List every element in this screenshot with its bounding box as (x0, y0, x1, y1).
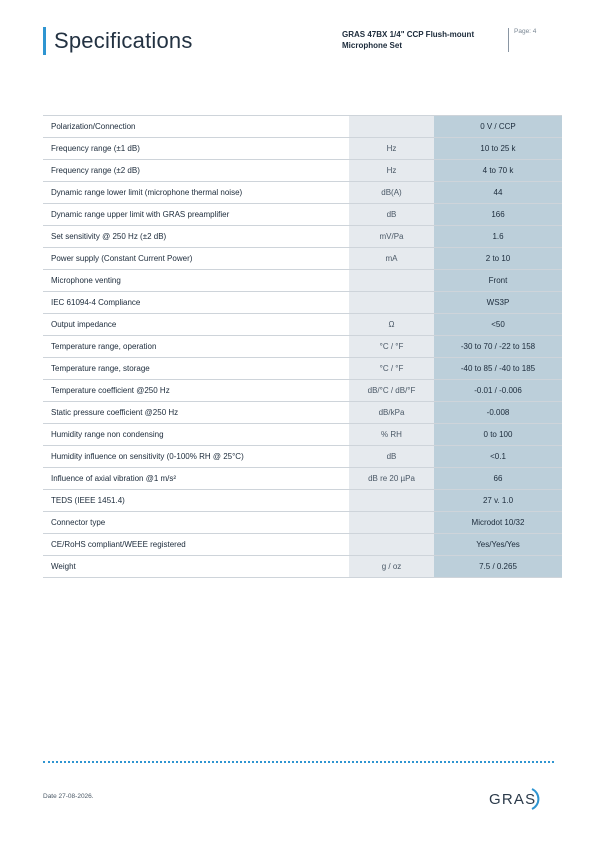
spec-unit: Hz (349, 138, 434, 160)
table-row (43, 226, 562, 248)
spec-value: <50 (434, 314, 562, 336)
spec-parameter: CE/RoHS compliant/WEEE registered (43, 534, 349, 556)
spec-unit: dB/°C / dB/°F (349, 380, 434, 402)
gras-logo-text: GRAS (489, 791, 537, 808)
page-title: Specifications (54, 28, 193, 53)
table-row (43, 380, 562, 402)
spec-parameter: Temperature range, operation (43, 336, 349, 358)
spec-value: -0.008 (434, 402, 562, 424)
table-row (43, 424, 562, 446)
spec-unit: Hz (349, 160, 434, 182)
spec-parameter: Frequency range (±1 dB) (43, 138, 349, 160)
table-row (43, 556, 562, 578)
spec-value: -0.01 / -0.006 (434, 380, 562, 402)
spec-unit: dB/kPa (349, 402, 434, 424)
table-row (43, 512, 562, 534)
spec-value: 27 v. 1.0 (434, 490, 562, 512)
spec-value: 2 to 10 (434, 248, 562, 270)
spec-parameter: Static pressure coefficient @250 Hz (43, 402, 349, 424)
spec-unit: °C / °F (349, 336, 434, 358)
spec-unit: % RH (349, 424, 434, 446)
spec-value: -30 to 70 / -22 to 158 (434, 336, 562, 358)
footer-date: Date 27-08-2026. (43, 793, 94, 800)
spec-value: 66 (434, 468, 562, 490)
spec-parameter: Dynamic range lower limit (microphone thermal noise) (43, 182, 349, 204)
spec-parameter: Microphone venting (43, 270, 349, 292)
spec-unit (349, 292, 434, 314)
spec-value: 10 to 25 k (434, 138, 562, 160)
spec-parameter: Set sensitivity @ 250 Hz (±2 dB) (43, 226, 349, 248)
spec-value: -40 to 85 / -40 to 185 (434, 358, 562, 380)
table-row (43, 446, 562, 468)
spec-value: <0.1 (434, 446, 562, 468)
table-row (43, 292, 562, 314)
table-row (43, 116, 562, 138)
spec-unit: dB(A) (349, 182, 434, 204)
table-row (43, 270, 562, 292)
specifications-table (43, 115, 562, 578)
spec-unit (349, 512, 434, 534)
spec-value: 0 V / CCP (434, 116, 562, 138)
title-accent-bar (43, 27, 46, 55)
spec-value: Yes/Yes/Yes (434, 534, 562, 556)
spec-parameter: Power supply (Constant Current Power) (43, 248, 349, 270)
spec-value: 1.6 (434, 226, 562, 248)
table-row (43, 314, 562, 336)
spec-value: WS3P (434, 292, 562, 314)
spec-unit (349, 270, 434, 292)
spec-parameter: Dynamic range upper limit with GRAS preamplifier (43, 204, 349, 226)
spec-parameter: Humidity range non condensing (43, 424, 349, 446)
spec-unit: Ω (349, 314, 434, 336)
table-row (43, 138, 562, 160)
document-name: GRAS 47BX 1/4" CCP Flush-mount Microphone Set (342, 30, 475, 50)
spec-value: 166 (434, 204, 562, 226)
spec-unit: dB (349, 446, 434, 468)
spec-unit: mV/Pa (349, 226, 434, 248)
spec-unit: dB (349, 204, 434, 226)
table-row (43, 160, 562, 182)
spec-parameter: Humidity influence on sensitivity (0-100% RH @ 25°C) (43, 446, 349, 468)
table-row (43, 358, 562, 380)
table-row (43, 182, 562, 204)
table-row (43, 402, 562, 424)
spec-unit (349, 490, 434, 512)
spec-unit: °C / °F (349, 358, 434, 380)
spec-unit (349, 116, 434, 138)
table-row (43, 534, 562, 556)
spec-value: Microdot 10/32 (434, 512, 562, 534)
spec-parameter: Output impedance (43, 314, 349, 336)
gras-logo (488, 786, 546, 812)
spec-parameter: Temperature coefficient @250 Hz (43, 380, 349, 402)
spec-parameter: Weight (43, 556, 349, 578)
spec-parameter: Temperature range, storage (43, 358, 349, 380)
spec-value: 0 to 100 (434, 424, 562, 446)
spec-unit: g / oz (349, 556, 434, 578)
specifications-table-body (43, 116, 562, 578)
footer-dotted-divider (43, 761, 554, 763)
spec-parameter: IEC 61094-4 Compliance (43, 292, 349, 314)
table-row (43, 248, 562, 270)
spec-parameter: Polarization/Connection (43, 116, 349, 138)
spec-unit: dB re 20 µPa (349, 468, 434, 490)
page-number: Page: 4 (514, 28, 537, 35)
table-row (43, 468, 562, 490)
table-row (43, 204, 562, 226)
spec-parameter: Influence of axial vibration @1 m/s² (43, 468, 349, 490)
spec-value: Front (434, 270, 562, 292)
spec-parameter: Frequency range (±2 dB) (43, 160, 349, 182)
spec-parameter: TEDS (IEEE 1451.4) (43, 490, 349, 512)
table-row (43, 336, 562, 358)
table-row (43, 490, 562, 512)
spec-parameter: Connector type (43, 512, 349, 534)
spec-unit (349, 534, 434, 556)
spec-value: 44 (434, 182, 562, 204)
spec-value: 7.5 / 0.265 (434, 556, 562, 578)
header-divider (508, 28, 509, 52)
spec-value: 4 to 70 k (434, 160, 562, 182)
spec-unit: mA (349, 248, 434, 270)
